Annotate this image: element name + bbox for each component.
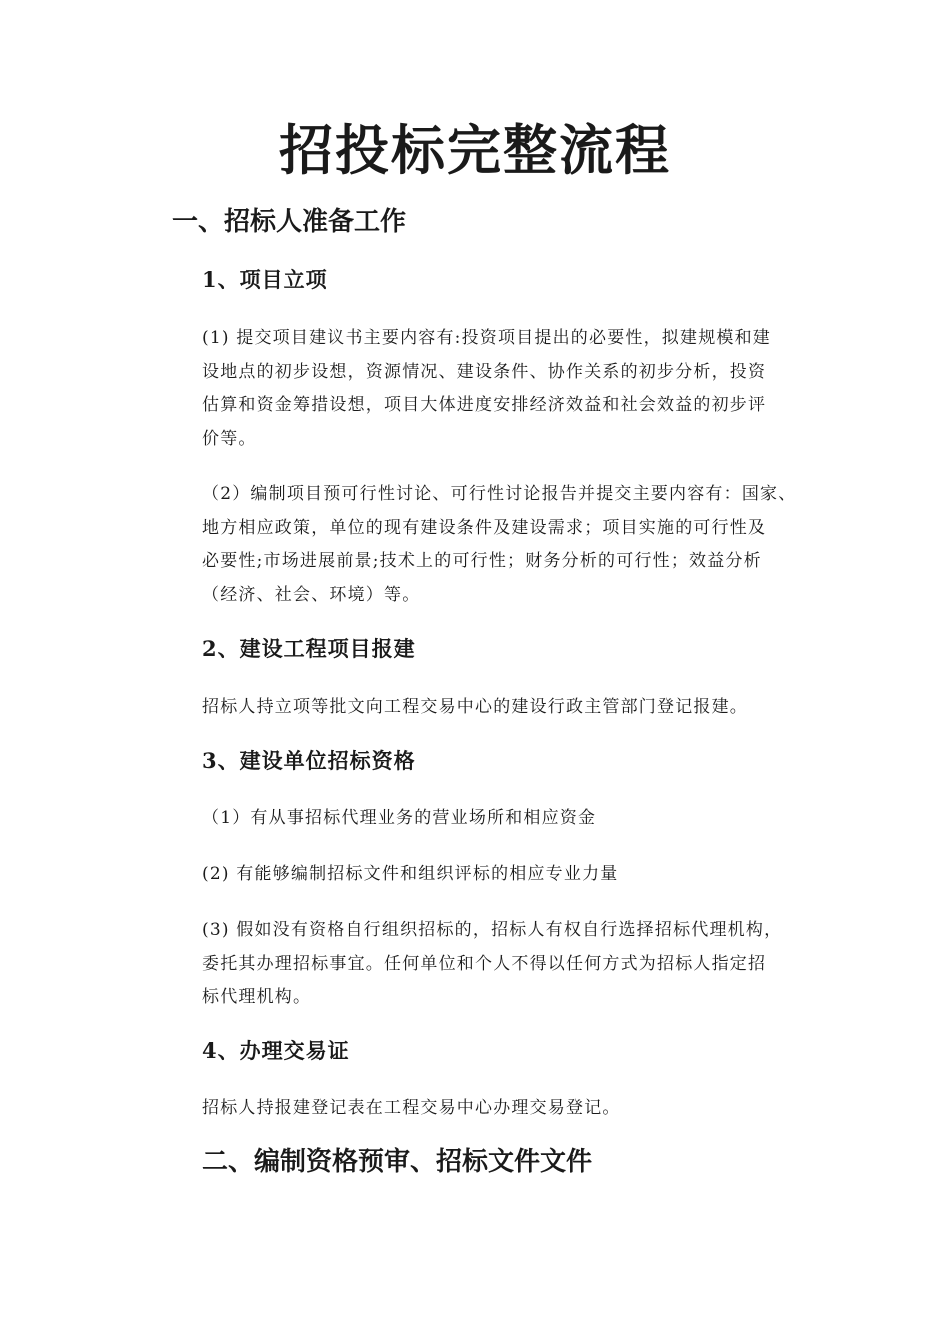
text-line: (3) 假如没有资格自行组织招标的，招标人有权自行选择招标代理机构， (202, 920, 783, 940)
paragraph-project-registration (202, 691, 822, 725)
text-line: 招标人持报建登记表在工程交易中心办理交易登记。 (202, 1098, 621, 1118)
subsection-3-heading: 3、建设单位招标资格 (202, 748, 416, 773)
subsection-4-heading: 4、办理交易证 (202, 1038, 350, 1063)
text-line: (1) 提交项目建议书主要内容有:投资项目提出的必要性，拟建规模和建 (202, 328, 772, 348)
section-1-heading: 一、招标人准备工作 (172, 207, 407, 237)
subsection-1-heading: 1、项目立项 (202, 267, 328, 292)
paragraph-qualification-3 (202, 914, 822, 1015)
subsection-2-heading: 2、建设工程项目报建 (202, 636, 416, 661)
text-line: （2）编制项目预可行性讨论、可行性讨论报告并提交主要内容有：国家、 (202, 484, 797, 504)
text-line: 价等。 (202, 428, 257, 449)
text-line: 设地点的初步设想，资源情况、建设条件、协作关系的初步分析，投资 (202, 361, 767, 382)
paragraph-project-proposal (202, 322, 822, 456)
text-line: 委托其办理招标事宜。任何单位和个人不得以任何方式为招标人指定招 (202, 953, 767, 974)
paragraph-transaction-registration (202, 1092, 822, 1126)
text-line: (2) 有能够编制招标文件和组织评标的相应专业力量 (202, 864, 619, 884)
text-line: 必要性;市场进展前景;技术上的可行性；财务分析的可行性；效益分析 (202, 551, 762, 571)
document-title: 招投标完整流程 (279, 118, 671, 182)
text-line: 地方相应政策，单位的现有建设条件及建设需求；项目实施的可行性及 (202, 517, 767, 538)
text-line: 估算和资金筹措设想，项目大体进度安排经济效益和社会效益的初步评 (202, 395, 767, 415)
text-line: （1）有从事招标代理业务的营业场所和相应资金 (202, 808, 597, 828)
text-line: 招标人持立项等批文向工程交易中心的建设行政主管部门登记报建。 (202, 697, 748, 717)
paragraph-qualification-2 (202, 858, 822, 892)
section-2-heading: 二、编制资格预审、招标文件文件 (202, 1147, 593, 1177)
text-line: （经济、社会、环境）等。 (202, 584, 421, 605)
paragraph-feasibility-study (202, 478, 822, 612)
paragraph-qualification-1 (202, 802, 822, 836)
text-line: 标代理机构。 (202, 987, 312, 1007)
